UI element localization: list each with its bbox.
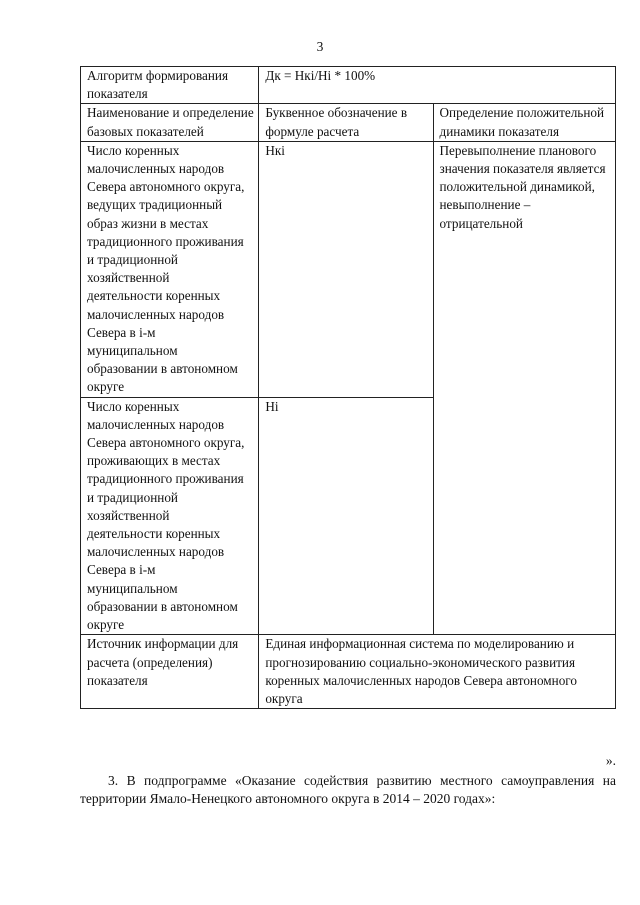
header-dynamics-cell: Определение положительной динамики показателя [433,104,616,141]
indicator-name-text: Число коренных малочисленных народов Севера автономного округа, проживающих в местах традиционного проживания и традиционной хозяйственной деятельности коренных малочисленных народов Севера в i-м муниципальном образовании в автономном округе [87,398,245,633]
source-label-cell: Источник информации для расчета (определения) показателя [81,635,259,709]
indicator-name-cell [81,397,259,635]
table-row [81,141,616,397]
dynamics-definition-cell: Перевыполнение планового значения показателя является положительной динамикой, невыполнение – отрицательной [433,141,616,634]
amendment-paragraph: 3. В подпрограмме «Оказание содействия развитию местного самоуправления на территории Ямало-Ненецкого автономного округа в 2014 – 2020 годах»: [80,773,616,806]
header-name-cell: Наименование и определение базовых показателей [81,104,259,141]
algorithm-label-cell: Алгоритм формирования показателя [81,67,259,104]
table-row-source [81,635,616,709]
indicator-symbol-cell: Hi [259,397,433,635]
table-row-algorithm [81,67,616,104]
page-number: 3 [316,39,324,54]
indicator-table [80,66,616,709]
closing-quote-mark: ». [605,753,616,768]
indicator-symbol-cell: Нкi [259,141,433,397]
indicator-name-text: Число коренных малочисленных народов Севера автономного округа, ведущих традиционный образ жизни в местах традиционного проживания и традиционной хозяйственной деятельности коренных малочисленных народов Севера в i-м муниципальном образовании в автономном округе [87,142,245,395]
source-text-cell: Единая информационная система по моделированию и прогнозированию социально-экономического развития коренных малочисленных народов Севера автономного округа [259,635,616,709]
table-header-row [81,104,616,141]
algorithm-formula-cell: Дк = Нкi/Hi * 100% [259,67,616,104]
header-symbol-cell: Буквенное обозначение в формуле расчета [259,104,433,141]
indicator-name-cell [81,141,259,397]
